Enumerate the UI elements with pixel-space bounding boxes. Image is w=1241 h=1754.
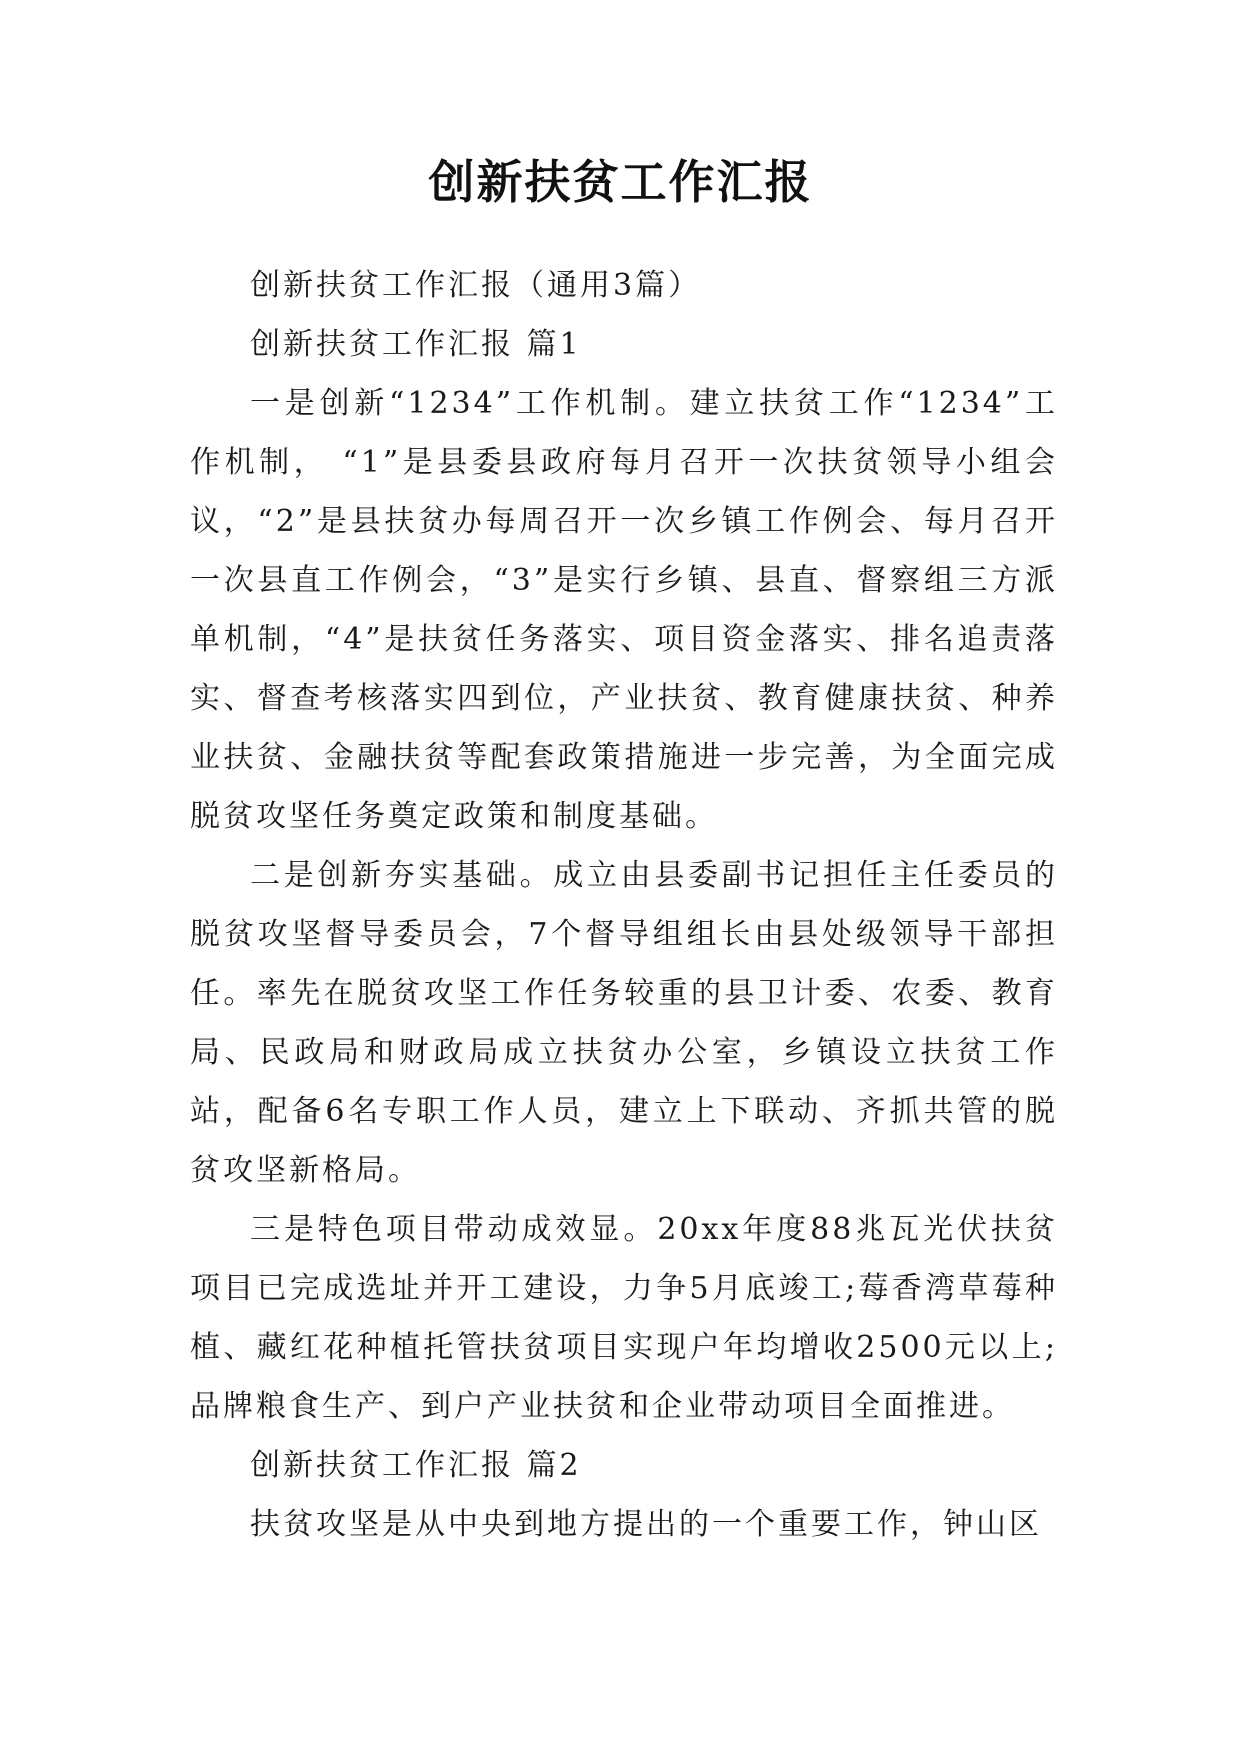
- paragraph-mechanism: 一是创新“1234”工作机制。建立扶贫工作“1234”工作机制， “1”是县委县政府每月召开一次扶贫领导小组会议，“2”是县扶贫办每周召开一次乡镇工作例会、每月召开一次县直工作例会，“3”是实行乡镇、县直、督察组三方派单机制，“4”是扶贫任务落实、项目资金落实、排名追责落实、督查考核落实四到位，产业扶贫、教育健康扶贫、种养业扶贫、金融扶贫等配套政策措施进一步完善，为全面完成脱贫攻坚任务奠定政策和制度基础。: [190, 386, 1058, 834]
- document-title: 创新扶贫工作汇报: [428, 155, 813, 209]
- paragraph-projects: 三是特色项目带动成效显。20xx年度88兆瓦光伏扶贫项目已完成选址并开工建设，力争5月底竣工;莓香湾草莓种植、藏红花种植托管扶贫项目实现户年均增收2500元以上;品牌粮食生产、到户产业扶贫和企业带动项目全面推进。: [190, 1212, 1058, 1424]
- paragraph-intro-2: 扶贫攻坚是从中央到地方提出的一个重要工作，钟山区: [250, 1507, 1042, 1542]
- section-heading-2: 创新扶贫工作汇报 篇2: [250, 1448, 582, 1483]
- paragraph-foundation: 二是创新夯实基础。成立由县委副书记担任主任委员的脱贫攻坚督导委员会，7个督导组组长由县处级领导干部担任。率先在脱贫攻坚工作任务较重的县卫计委、农委、教育局、民政局和财政局成立扶贫办公室，乡镇设立扶贫工作站，配备6名专职工作人员，建立上下联动、齐抓共管的脱贫攻坚新格局。: [190, 858, 1058, 1188]
- document-body: [190, 256, 1058, 1554]
- section-heading-1: 创新扶贫工作汇报 篇1: [250, 327, 582, 362]
- doc-subtitle: 创新扶贫工作汇报（通用3篇）: [250, 268, 702, 303]
